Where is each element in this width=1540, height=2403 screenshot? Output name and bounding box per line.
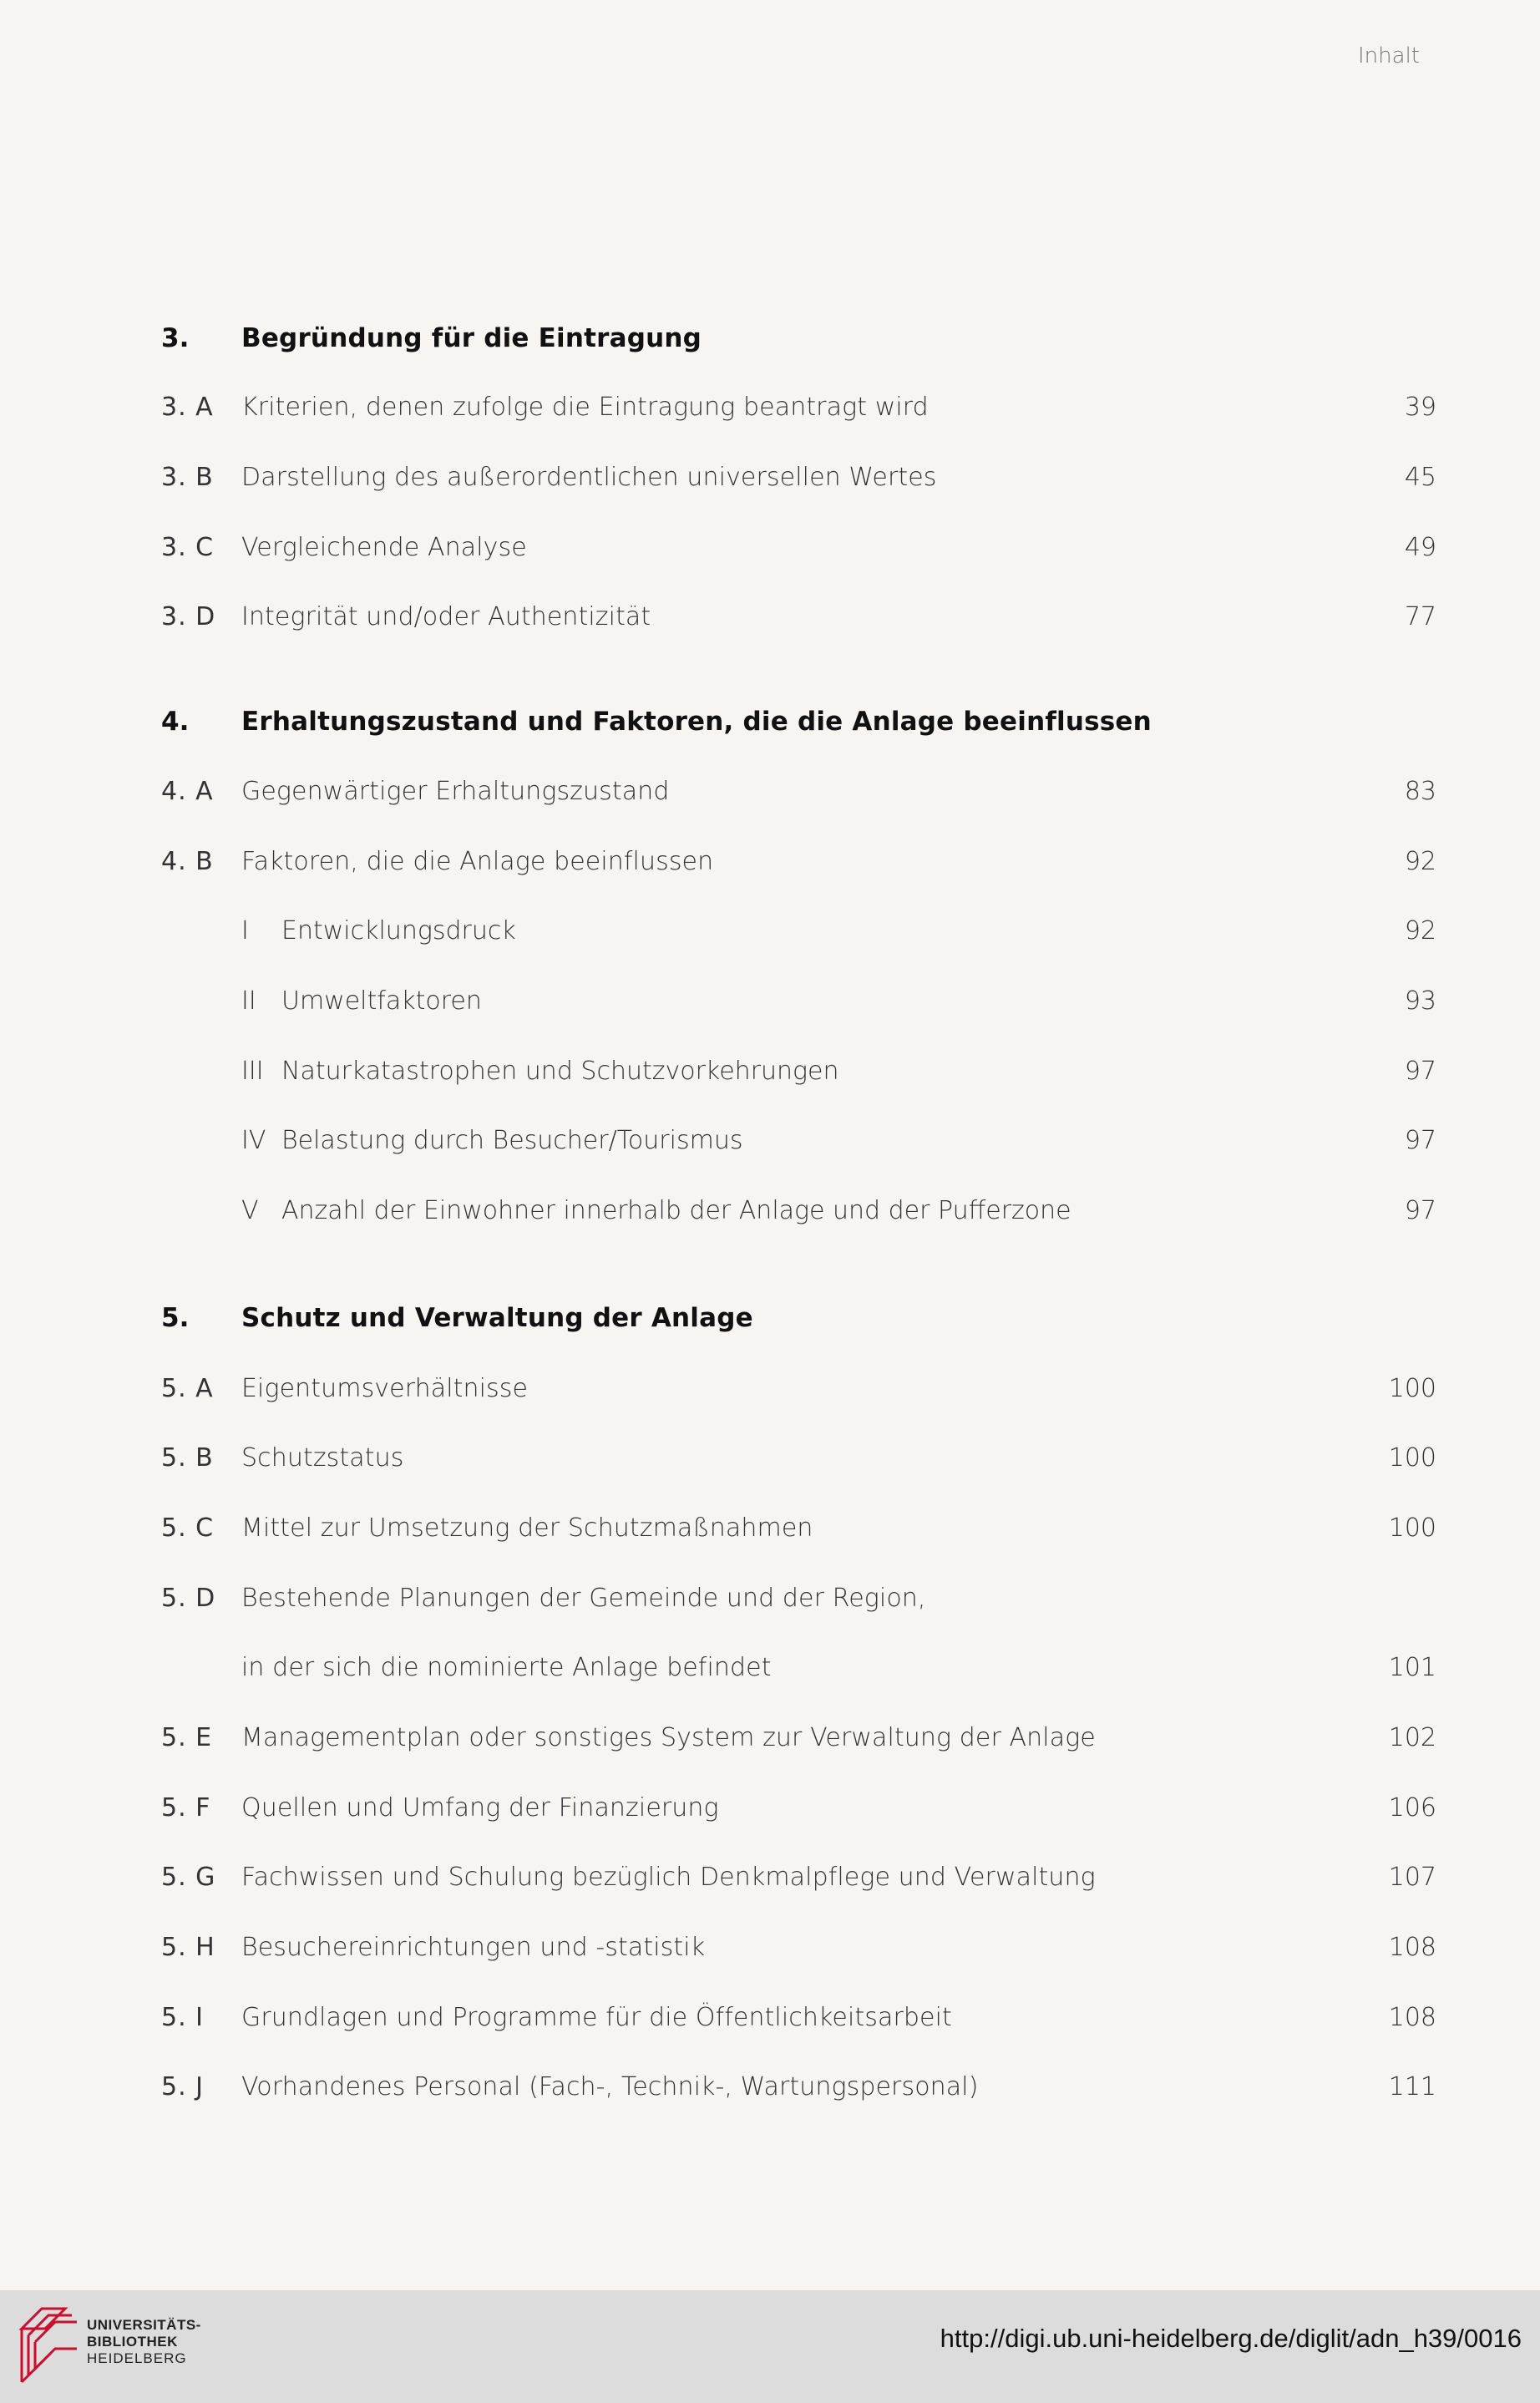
entry-title-continuation: in der sich die nominierte Anlage befindet (241, 1653, 772, 1682)
toc-entry-3d[interactable] (0, 601, 1540, 634)
toc-entry-5i[interactable] (0, 2001, 1540, 2035)
section-heading-4 (0, 705, 1540, 738)
entry-number: 3. D (161, 602, 216, 631)
subentry-page: 93 (1404, 986, 1436, 1016)
entry-number: 5. I (161, 2003, 205, 2032)
subentry-page: 97 (1404, 1196, 1436, 1225)
entry-title: Bestehende Planungen der Gemeinde und der Region, (241, 1584, 926, 1613)
entry-title: Vergleichende Analyse (241, 533, 527, 562)
entry-title: Integrität und/oder Authentizität (241, 602, 651, 631)
subentry-page: 97 (1404, 1126, 1436, 1155)
library-name (87, 2317, 201, 2367)
subentry-title: Naturkatastrophen und Schutzvorkehrungen (281, 1057, 839, 1086)
entry-title: Managementplan oder sonstiges System zur Verwaltung der Anlage (241, 1723, 1096, 1752)
library-name-line1: UNIVERSITÄTS- (87, 2317, 201, 2333)
toc-entry-3a[interactable] (0, 391, 1540, 424)
entry-title: Faktoren, die die Anlage beeinflussen (241, 847, 714, 876)
section-number: 4. (161, 707, 190, 737)
digitization-footer (0, 2290, 1540, 2403)
subentry-page: 92 (1404, 916, 1436, 945)
entry-number: 5. E (161, 1723, 213, 1752)
section-number: 3. (161, 323, 190, 353)
entry-title: Darstellung des außerordentlichen universellen Wertes (241, 463, 937, 492)
entry-title: Mittel zur Umsetzung der Schutzmaßnahmen (241, 1513, 813, 1543)
entry-number: 5. D (161, 1584, 216, 1613)
entry-page: 92 (1404, 847, 1436, 876)
entry-page: 108 (1388, 1933, 1436, 1962)
entry-page: 45 (1404, 463, 1436, 492)
section-title: Erhaltungszustand und Faktoren, die die Anlage beeinflussen (241, 707, 1152, 737)
subentry-title: Entwicklungsdruck (281, 916, 516, 945)
entry-page: 100 (1388, 1513, 1436, 1543)
subentry-title: Umweltfaktoren (281, 986, 482, 1016)
subentry-title: Belastung durch Besucher/Tourismus (281, 1126, 743, 1155)
toc-entry-5f[interactable] (0, 1792, 1540, 1825)
toc-entry-4a[interactable] (0, 775, 1540, 809)
toc-subentry-4b-i[interactable] (0, 915, 1540, 948)
entry-number: 3. C (161, 533, 215, 562)
ub-heidelberg-logo-icon (17, 2304, 82, 2387)
entry-number: 5. F (161, 1793, 211, 1823)
entry-title: Gegenwärtiger Erhaltungszustand (241, 777, 670, 806)
entry-number: 5. B (161, 1443, 214, 1473)
entry-title: Vorhandenes Personal (Fach-, Technik-, Wartungspersonal) (241, 2072, 979, 2101)
entry-page: 100 (1388, 1443, 1436, 1473)
section-number: 5. (161, 1303, 190, 1333)
entry-number: 5. J (161, 2072, 205, 2101)
toc-entry-3b[interactable] (0, 461, 1540, 494)
permalink-url[interactable]: http://digi.ub.uni-heidelberg.de/diglit/adn_h39/0016 (940, 2324, 1522, 2353)
entry-number: 4. A (161, 777, 214, 806)
toc-entry-3c[interactable] (0, 531, 1540, 565)
entry-number: 5. G (161, 1863, 216, 1892)
entry-page: 77 (1404, 602, 1436, 631)
section-heading-5 (0, 1301, 1540, 1335)
toc-subentry-4b-ii[interactable] (0, 985, 1540, 1018)
entry-number: 4. B (161, 847, 214, 876)
entry-page: 100 (1388, 1374, 1436, 1403)
toc-entry-5a[interactable] (0, 1372, 1540, 1406)
toc-entry-5j[interactable] (0, 2071, 1540, 2104)
subentry-title: Anzahl der Einwohner innerhalb der Anlage und der Pufferzone (281, 1196, 1071, 1225)
subentry-numeral: I (241, 916, 249, 945)
toc-entry-5g[interactable] (0, 1861, 1540, 1894)
toc-subentry-4b-iv[interactable] (0, 1124, 1540, 1158)
toc-entry-5c[interactable] (0, 1512, 1540, 1545)
entry-page: 111 (1388, 2072, 1436, 2101)
toc-entry-5b[interactable] (0, 1442, 1540, 1475)
section-title: Schutz und Verwaltung der Anlage (241, 1303, 753, 1333)
entry-title: Quellen und Umfang der Finanzierung (241, 1793, 719, 1823)
entry-page: 107 (1388, 1863, 1436, 1892)
subentry-page: 97 (1404, 1057, 1436, 1086)
entry-page: 102 (1388, 1723, 1436, 1752)
subentry-numeral: II (241, 986, 256, 1016)
running-header: Inhalt (1358, 43, 1420, 68)
toc-entry-5d-continuation[interactable] (0, 1651, 1540, 1685)
library-name-line2: BIBLIOTHEK (87, 2334, 178, 2350)
toc-entry-5h[interactable] (0, 1931, 1540, 1964)
subentry-numeral: V (241, 1196, 259, 1225)
entry-title: Fachwissen und Schulung bezüglich Denkmalpflege und Verwaltung (241, 1863, 1096, 1892)
toc-entry-5e[interactable] (0, 1721, 1540, 1755)
toc-subentry-4b-iii[interactable] (0, 1055, 1540, 1088)
entry-title: Schutzstatus (241, 1443, 404, 1473)
entry-number: 3. B (161, 463, 214, 492)
entry-title: Eigentumsverhältnisse (241, 1374, 529, 1403)
entry-number: 5. H (161, 1933, 215, 1962)
entry-page: 49 (1404, 533, 1436, 562)
entry-page: 101 (1388, 1653, 1436, 1682)
entry-page: 83 (1404, 777, 1436, 806)
entry-number: 3. A (161, 393, 214, 422)
entry-title: Grundlagen und Programme für die Öffentlichkeitsarbeit (241, 2003, 952, 2032)
entry-page: 39 (1404, 393, 1436, 422)
entry-page: 106 (1388, 1793, 1436, 1823)
entry-title: Kriterien, denen zufolge die Eintragung beantragt wird (241, 393, 929, 422)
toc-entry-4b[interactable] (0, 845, 1540, 879)
section-title: Begründung für die Eintragung (241, 323, 702, 353)
entry-title: Besuchereinrichtungen und -statistik (241, 1933, 706, 1962)
library-name-line3: HEIDELBERG (87, 2350, 187, 2366)
toc-entry-5d[interactable] (0, 1582, 1540, 1615)
section-heading-3 (0, 322, 1540, 355)
entry-number: 5. C (161, 1513, 215, 1543)
entry-number: 5. A (161, 1374, 214, 1403)
subentry-numeral: IV (241, 1126, 266, 1155)
entry-page: 108 (1388, 2003, 1436, 2032)
toc-subentry-4b-v[interactable] (0, 1194, 1540, 1228)
subentry-numeral: III (241, 1057, 264, 1086)
